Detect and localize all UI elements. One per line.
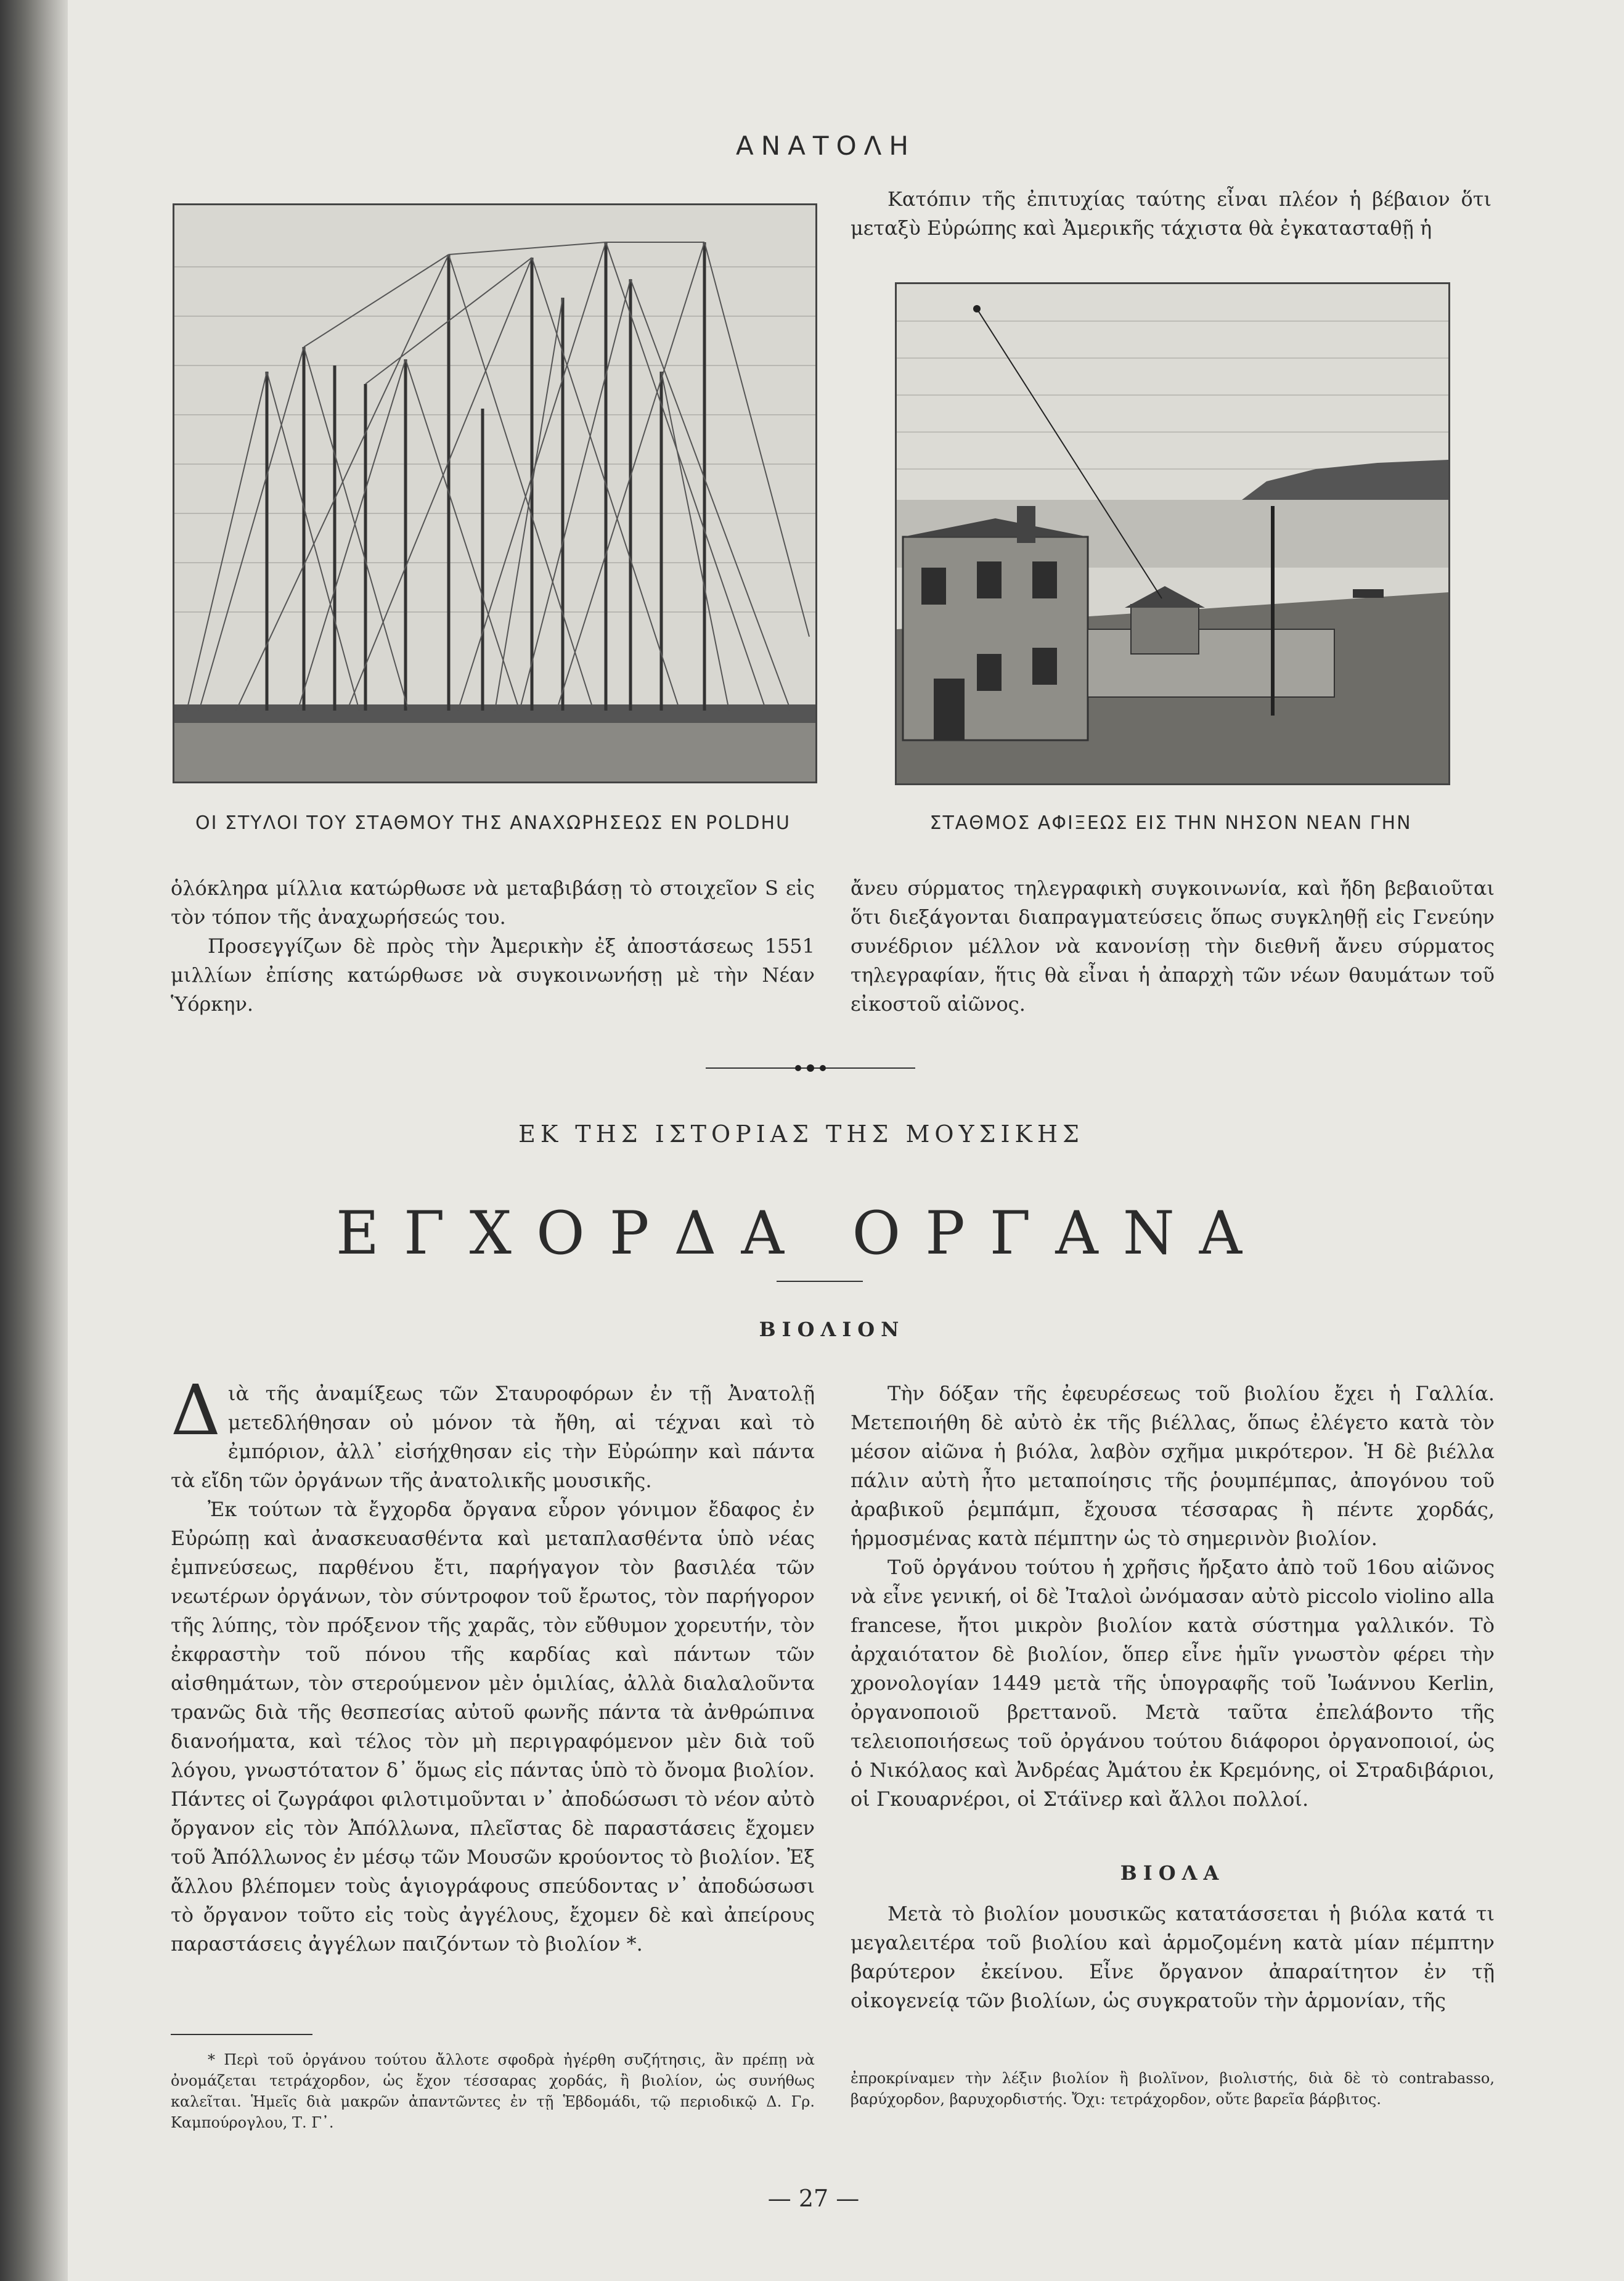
paragraph: Τοῦ ὀργάνου τούτου ἡ χρῆσις ἤρξατο ἀπὸ τοῦ 16ου αἰῶνος νὰ εἶνε γενική, οἱ δὲ Ἰταλοὶ ὠνόμασαν αὐτὸ piccolo violino alla francese, ἤτοι μικρὸν βιολίον κατὰ σύστημα γαλλικόν. Τὸ ἀρχαιότατον δὲ βιολίον, ὅπερ εἶνε ἡμῖν γνωστὸν φέρει τὴν χρονολογίαν 1449 μετὰ τῆς ὑπογραφῆς τοῦ Ἰωάννου Kerlin, ὀργανοποιοῦ βρεττανοῦ. Μετὰ ταῦτα ἐπελάβοντο τῆς τελειοποιήσεως τοῦ ὀργάνου τούτου διάφοροι ὀργανοποιοί, ὡς ὁ Νικόλαος καὶ Ἀνδρέας Ἀμάτου ἐκ Κρεμόνης, οἱ Στραδιβάριοι, οἱ Γκουαρνέροι, οἱ Στάϊνερ καὶ ἄλλοι πολλοί. xyxy=(851,1556,1495,1811)
engraving-newfoundland-station xyxy=(895,282,1450,785)
section-heading: ΒΙΟΛΙΟΝ xyxy=(759,1318,905,1341)
figure-caption-left: ΟΙ ΣΤΥΛΟΙ ΤΟΥ ΣΤΑΘΜΟΥ ΤΗΣ ΑΝΑΧΩΡΗΣΕΩΣ ΕΝ POLDHU xyxy=(195,812,791,834)
paragraph: Μετὰ τὸ βιολίον μουσικῶς κατατάσσεται ἡ βιόλα κατά τι μεγαλειτέρα τοῦ βιολίου καὶ ἁρμοζομένη κατὰ μίαν πέμπτην βαρύτερον ἐκείνου. Εἶνε ὄργανον ἀπαραίτητον ἐν τῇ οἰκογενείᾳ τῶν βιολίων, ὡς συγκρατοῦν τὴν ἁρμονίαν, τῆς xyxy=(851,1902,1495,2012)
paragraph-text: ιὰ τῆς ἀναμίξεως τῶν Σταυροφόρων ἐν τῇ Ἀνατολῇ μετεδλήθησαν οὐ μόνον τὰ ἤθη, αἱ τέχναι καὶ τὸ ἐμπόριον, ἀλλ᾽ εἰσήχθησαν εἰς τὴν Εὐρώπην καὶ πάντα τὰ εἴδη τῶν ὀργάνων τῆς ἀνατολικῆς μουσικῆς. xyxy=(171,1382,815,1492)
article-intro-top-right xyxy=(851,185,1491,243)
body-column-right xyxy=(851,1379,1495,1814)
footnote-text: ἐπροκρίναμεν τὴν λέξιν βιολίον ἢ βιολῖνον, βιολιστής, διὰ δὲ τὸ contrabasso, βαρύχορδον, βαρυχορδιστής. Ὄχι: τετράχορδον, οὔτε βαρεῖα βάρβιτος. xyxy=(851,2070,1495,2108)
article-column-left xyxy=(171,874,815,1019)
footnote-text: * Περὶ τοῦ ὀργάνου τούτου ἄλλοτε σφοδρὰ ἠγέρθη συζήτησις, ἂν πρέπῃ νὰ ὀνομάζεται τετράχορδον, ὡς ἔχον τέσσαρας χορδάς, ἢ βιολίον, ὡς συνήθως καλεῖται. Ἡμεῖς διὰ μακρῶν ἀπαντῶντες ἐν τῇ Ἑβδομάδι, τῷ περιοδικῷ Δ. Γρ. Καμπούρογλου, Τ. Γ᾽. xyxy=(171,2051,815,2131)
ornament-divider xyxy=(706,1059,915,1077)
paragraph: Προσεγγίζων δὲ πρὸς τὴν Ἀμερικὴν ἐξ ἀποστάσεως 1551 μιλλίων ἐπίσης κατώρθωσε νὰ συγκοινωνήσῃ μὲ τὴν Νέαν Ὑόρκην. xyxy=(171,934,815,1016)
ornament-icon xyxy=(706,1059,915,1077)
paragraph: ὁλόκληρα μίλλια κατώρθωσε νὰ μεταβιβάσῃ τὸ στοιχεῖον S εἰς τὸν τόπον τῆς ἀναχωρήσεώς του. xyxy=(171,876,815,929)
footnote-left xyxy=(171,2049,815,2133)
body-column-right-lower xyxy=(851,1899,1495,2015)
footnote-rule xyxy=(171,2034,312,2035)
masts-illustration xyxy=(174,205,815,781)
running-header: ΑΝΑΤΟΛΗ xyxy=(736,131,916,161)
footnote-right xyxy=(851,2068,1495,2110)
paragraph: Ἐκ τούτων τὰ ἔγχορδα ὄργανα εὗρον γόνιμον ἔδαφος ἐν Εὐρώπῃ καὶ ἀνασκευασθέντα καὶ μεταπλασθέντα ὑπὸ νέας ἐμπνεύσεως, παρθένου ἔτι, παρήγαγον τὸν βασιλέα τῶν νεωτέρων ὀργάνων, τὸν σύντροφον τοῦ ἔρωτος, τὸν παρήγορον τῆς λύπης, τὸν πρόξενον τῆς χαρᾶς, τὸν εὔθυμον χορευτήν, τὸν ἐκφραστὴν τοῦ πόνου τῆς καρδίας καὶ πάντων τῶν αἰσθημάτων, τὸν στερούμενον μὲν ὁμιλίας, ἀλλὰ διαλαλοῦντα τρανῶς διὰ τῆς θεσπεσίας αὐτοῦ φωνῆς πάντα τὰ ἀνθρώπινα διανοήματα, καὶ τέλος τὸν μὴ περιγραφόμενον μὲν διὰ τοῦ λόγου, γνωστότατον δ᾽ ὅμως εἰς πάντας ὑπὸ τὸ ὄνομα βιολίον. Πάντες οἱ ζωγράφοι φιλοτιμοῦνται ν᾽ ἀποδώσωσι τὸ νέον αὐτὸ ὄργανον εἰς τὸν Ἀπόλλωνα, πλεῖστας δὲ παραστάσεις ἔχομεν τοῦ Ἀπόλλωνος ἐν μέσῳ τῶν Μουσῶν κρούοντος τὸ βιολίον. Ἐξ ἄλλου βλέπομεν τοὺς ἁγιογράφους σπεύδοντας ν᾽ ἀποδώσωσι τὸ ὄργανον τοῦτο εἰς τοὺς ἀγγέλους, ἔχομεν δὲ καὶ ἀπείρους παραστάσεις ἀγγέλων παιζόντων τὸ βιολίον *. xyxy=(171,1498,815,1956)
paragraph: Τὴν δόξαν τῆς ἐφευρέσεως τοῦ βιολίου ἔχει ἡ Γαλλία. Μετεποιήθη δὲ αὐτὸ ἐκ τῆς βιέλλας, ὅπως ἐλέγετο κατὰ τὸν μέσον αἰῶνα ἡ βιόλα, λαβὸν σχῆμα μικρότερον. Ἡ δὲ βιέλλα πάλιν αὐτὴ ἦτο μεταποίησις τῆς ῥουμπέμπας, ἀπογόνου τοῦ ἀραβικοῦ ῥεμπάμπ, ἔχουσα τέσσαρας ἢ πέντε χορδάς, ἡρμοσμένας κατὰ πέμπτην ὡς τὸ σημερινὸν βιολίον. xyxy=(851,1382,1495,1550)
paragraph: ἄνευ σύρματος τηλεγραφικὴ συγκοινωνία, καὶ ἤδη βεβαιοῦται ὅτι διεξάγονται διαπραγματεύσεις ὅπως συγκληθῇ εἰς Γενεύην συνέδριον μέλλον νὰ κανονίσῃ τὴν διεθνῆ ἄνευ σύρματος τηλεγραφίαν, ἥτις θὰ εἶναι ἡ ἀπαρχὴ τῶν νέων θαυμάτων τοῦ εἰκοστοῦ αἰῶνος. xyxy=(851,876,1495,1016)
drop-cap: Δ xyxy=(171,1371,221,1451)
paragraph: Κατόπιν τῆς ἐπιτυχίας ταύτης εἶναι πλέον ἡ βέβαιον ὅτι μεταξὺ Εὐρώπης καὶ Ἀμερικῆς τάχιστα θὰ ἐγκατασταθῇ ἡ xyxy=(851,187,1491,240)
book-binding-edge xyxy=(0,0,68,2281)
page-number: — 27 — xyxy=(767,2185,860,2212)
section-heading: ΒΙΟΛΑ xyxy=(1120,1861,1225,1885)
body-column-left xyxy=(171,1371,815,1959)
title-rule xyxy=(777,1281,863,1282)
paragraph xyxy=(171,1371,815,1495)
engraving-poldhu-masts xyxy=(173,203,817,783)
article-kicker: ΕΚ ΤΗΣ ΙΣΤΟΡΙΑΣ ΤΗΣ ΜΟΥΣΙΚΗΣ xyxy=(518,1120,1084,1148)
article-column-right xyxy=(851,874,1495,1019)
article-title: ΕΓΧΟΡΔΑ ΟΡΓΑΝΑ xyxy=(335,1199,1267,1268)
station-illustration xyxy=(897,284,1448,783)
figure-caption-right: ΣΤΑΘΜΟΣ ΑΦΙΞΕΩΣ ΕΙΣ ΤΗΝ ΝΗΣΟΝ ΝΕΑΝ ΓΗΝ xyxy=(929,812,1412,834)
